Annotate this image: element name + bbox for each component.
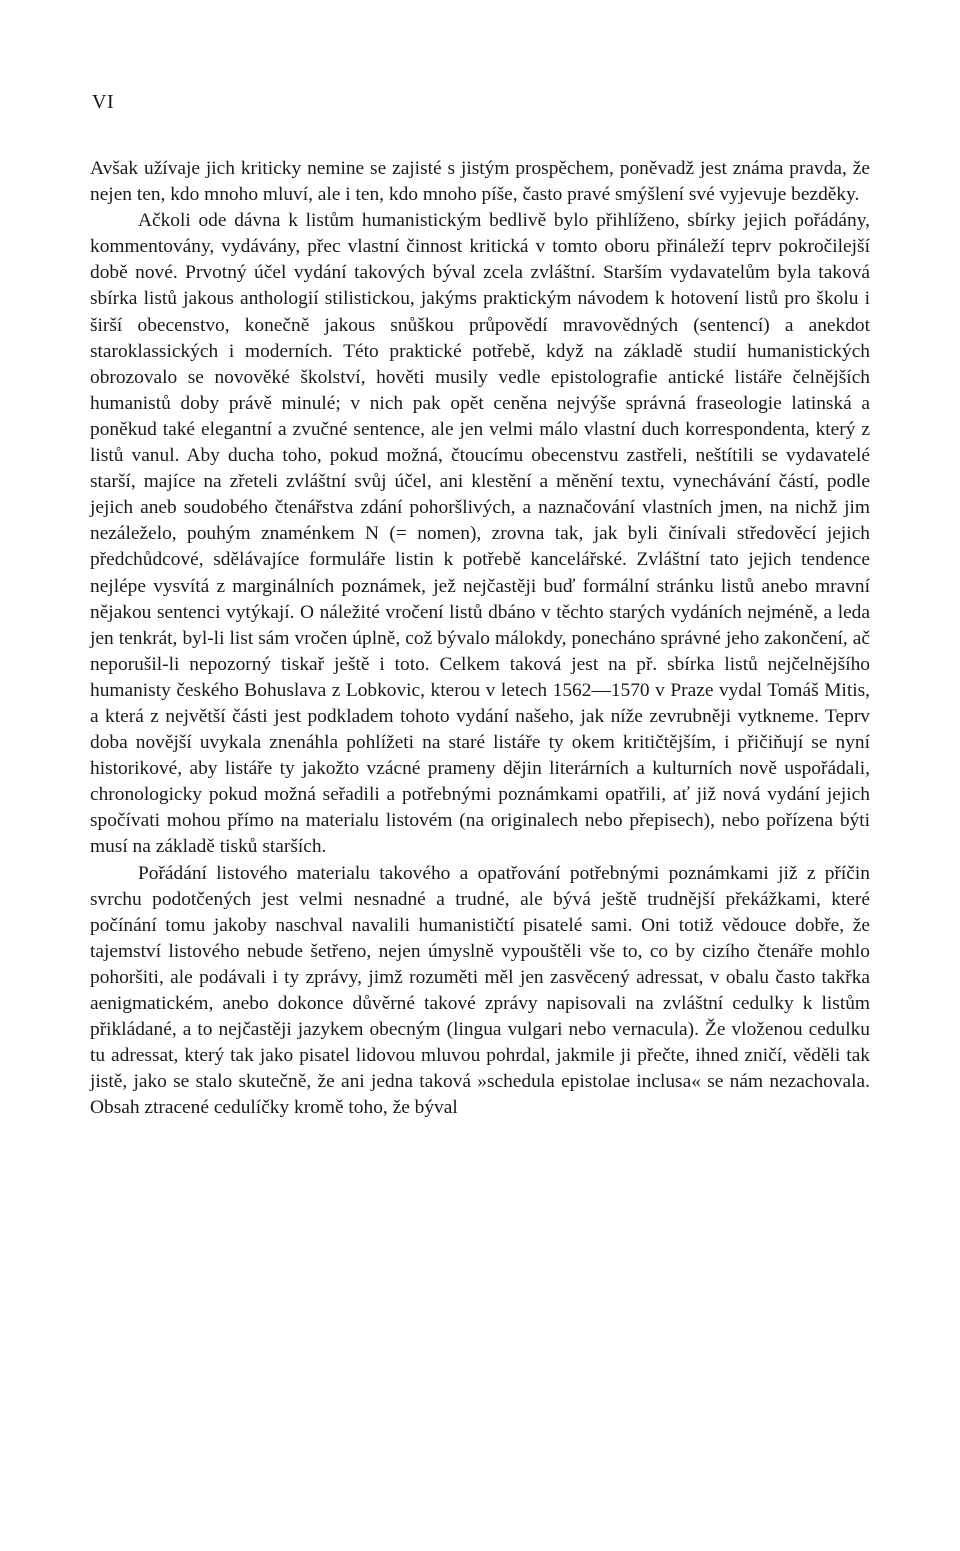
paragraph-3: Pořádání listového materialu takového a opatřování potřebnými poznámkami již z příčin svrchu podotčených jest velmi nesnadné a trudné, ale bývá ještě trudnější překážkami, které počínání tomu jakoby naschval navalili humanističtí pisatelé sami. Oni totiž vědouce dobře, že tajemství listového nebude šetřeno, nejen úmyslně vypouštěli vše to, co by cizího čtenáře mohlo pohoršiti, ale podávali i ty zprávy, jimž rozuměti měl jen zasvěcený adressat, v obalu často takřka aenigmatickém, anebo dokonce důvěrné takové zprávy napisovali na zvláštní cedulky k listům přikládané, a to nejčastěji jazykem obecným (lingua vulgari nebo vernacula). Že vloženou cedulku tu adressat, který tak jako pisatel lidovou mluvou pohrdal, jakmile ji přečte, ihned zničí, věděli tak jistě, jako se stalo skutečně, že ani jedna taková »schedula epistolae inclusa« se nám nezachovala. Obsah ztracené cedulíčky kromě toho, že býval: [90, 862, 870, 1119]
document-page: [90, 88, 870, 1121]
page-number: VI: [92, 91, 115, 113]
paragraph-1: Avšak užívaje jich kriticky nemine se zajisté s jistým prospěchem, poněvadž jest známa pravda, že nejen ten, kdo mnoho mluví, ale i ten, kdo mnoho píše, často pravé smýšlení své vyjevuje bezděky.: [90, 158, 870, 206]
body-text: [90, 156, 870, 1121]
paragraph-2: Ačkoli ode dávna k listům humanistickým bedlivě bylo přihlíženo, sbírky jejich pořádány, kommentovány, vydávány, přec vlastní činnost kritická v tomto oboru přináleží teprv pokročilejší době nové. Prvotný účel vydání takových býval zcela zvláštní. Starším vydavatelům byla taková sbírka listů jakous anthologií stilistickou, jakýms praktickým návodem k hotovení listů pro školu i širší obecenstvo, konečně jakous snůškou průpovědí mravovědných (sentencí) a anekdot staroklassických i moderních. Této praktické potřebě, když na základě studií humanistických obrozovalo se novověké školství, hověti musily vedle epistolografie antické listáře čelnějších humanistů doby právě minulé; v nich pak opět ceněna nejvýše správná fraseologie latinská a poněkud také elegantní a zvučné sentence, ale jen velmi málo vlastní duch korrespondenta, který z listů vanul. Aby ducha toho, pokud možná, čtoucímu obecenstvu zastřeli, neštítili se vydavatelé starší, majíce na zřeteli zvláštní svůj účel, ani klestění a měnění textu, vynechávání částí, podle jejich aneb soudobého čtenářstva zdání pohoršlivých, a naznačování vlastních jmen, na nichž jim nezáleželo, pouhým znaménkem N (= nomen), zrovna tak, jak byli činívali středověcí jejich předchůdcové, sdělávajíce formuláře listin k potřebě kancelářské. Zvláštní tato jejich tendence nejlépe vysvítá z marginálních poznámek, jež nejčastěji buď formální stránku listů anebo mravní nějakou sentenci vytýkají. O náležité vročení listů dbáno v těchto starých vydáních nejméně, a leda jen tenkrát, byl-li list sám vročen úplně, což bývalo málokdy, ponecháno správné jeho zakončení, ač neporušil-li nepozorný tiskař ještě i toto. Celkem taková jest na př. sbírka listů nejčelnějšího humanisty českého Bohuslava z Lobkovic, kterou v letech 1562—1570 v Praze vydal Tomáš Mitis, a která z největší části jest podkladem tohoto vydání našeho, jak níže zevrubněji vytkneme. Teprv doba novější uvykala znenáhla pohlížeti na staré listáře ty okem kritičtějším, i přičiňují se nyní historikové, aby listáře ty jakožto vzácné prameny dějin literárních a kulturních nově uspořádali, chronologicky pokud možná seřadili a potřebnými poznámkami opatřili, ať již nová vydání jejich spočívati mohou přímo na materialu listovém (na originalech nebo přepisech), nebo pořízena býti musí na základě tisků starších.: [90, 210, 870, 858]
